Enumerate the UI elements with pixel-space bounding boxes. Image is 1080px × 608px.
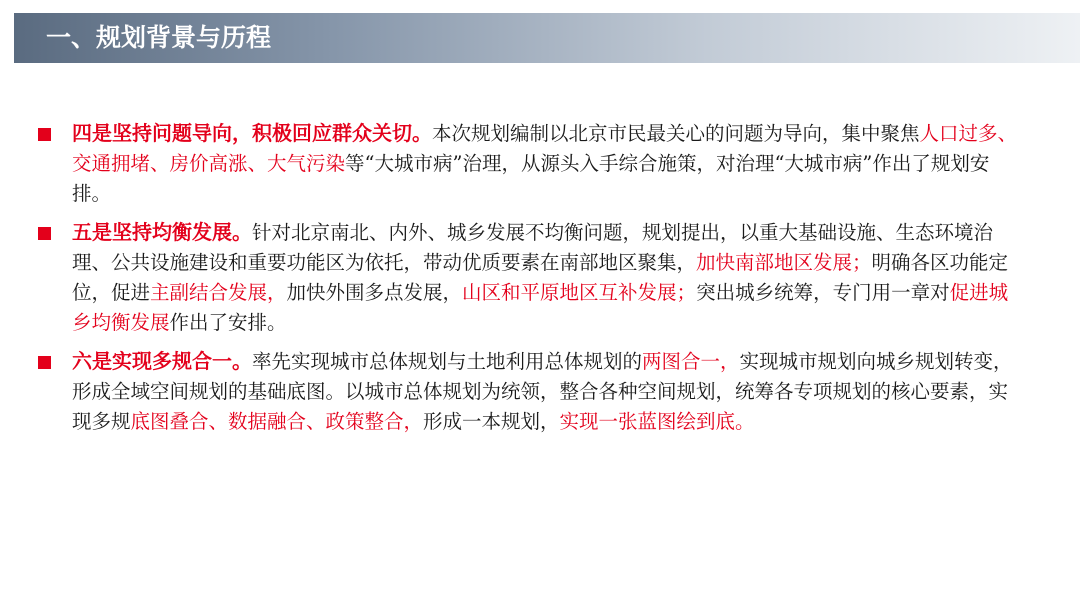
text-segment: 突出城乡统筹，专门用一章对 [696,281,950,304]
header-bar [14,13,1080,63]
text-segment: 形成一本规划， [423,410,560,433]
text-segment: 本次规划编制以北京市民最关心的问题为导向，集中聚焦 [432,122,920,145]
highlight-segment: 人口过多、交通拥堵、房价高涨、大气污染 [72,122,1018,175]
bullet-paragraph [72,346,1026,437]
text-segment: 加快外围多点发展， [286,281,463,304]
highlight-segment: 主副结合发展， [150,281,287,304]
bullet-lead: 四是坚持问题导向，积极回应群众关切。 [72,121,432,145]
highlight-segment: 实现一张蓝图绘到底。 [559,410,755,433]
highlight-segment: 山区和平原地区互补发展； [462,281,697,304]
bullet-square-icon [38,128,51,141]
text-segment: 实现城市规划向城乡规划转变，形成全域空间规划的基础底图。以城市总体规划为统领，整合各种空间规划，统筹各专项规划的核心要素，实现多规 [72,350,1013,433]
page-title: 一、规划背景与历程 [46,23,272,52]
bullet-paragraph [72,217,1026,338]
bullet-square-icon [38,227,51,240]
highlight-segment: 加快南部地区发展； [696,251,872,274]
highlight-segment: 底图叠合、数据融合、政策整合， [130,410,424,433]
bullet-item-4 [36,118,1026,209]
highlight-segment: 两图合一， [642,350,740,373]
text-segment: 作出了安排。 [169,311,287,334]
text-segment: 明确各区功能定位，促进 [72,251,1009,304]
bullet-item-6 [36,346,1026,437]
content-area [36,118,1026,445]
bullet-item-5 [36,217,1026,338]
text-segment: 等“大城市病”治理，从源头入手综合施策，对治理“大城市病”作出了规划安排。 [72,152,990,205]
bullet-paragraph [72,118,1026,209]
bullet-square-icon [38,356,51,369]
highlight-segment: 促进城乡均衡发展 [72,281,1009,334]
text-segment: 率先实现城市总体规划与土地利用总体规划的 [252,350,643,373]
text-segment: 针对北京南北、内外、城乡发展不均衡问题，规划提出，以重大基础设施、生态环境治理、公共设施建设和重要功能区为依托，带动优质要素在南部地区聚集， [72,221,994,274]
bullet-lead: 六是实现多规合一。 [72,349,252,373]
bullet-lead: 五是坚持均衡发展。 [72,220,252,244]
